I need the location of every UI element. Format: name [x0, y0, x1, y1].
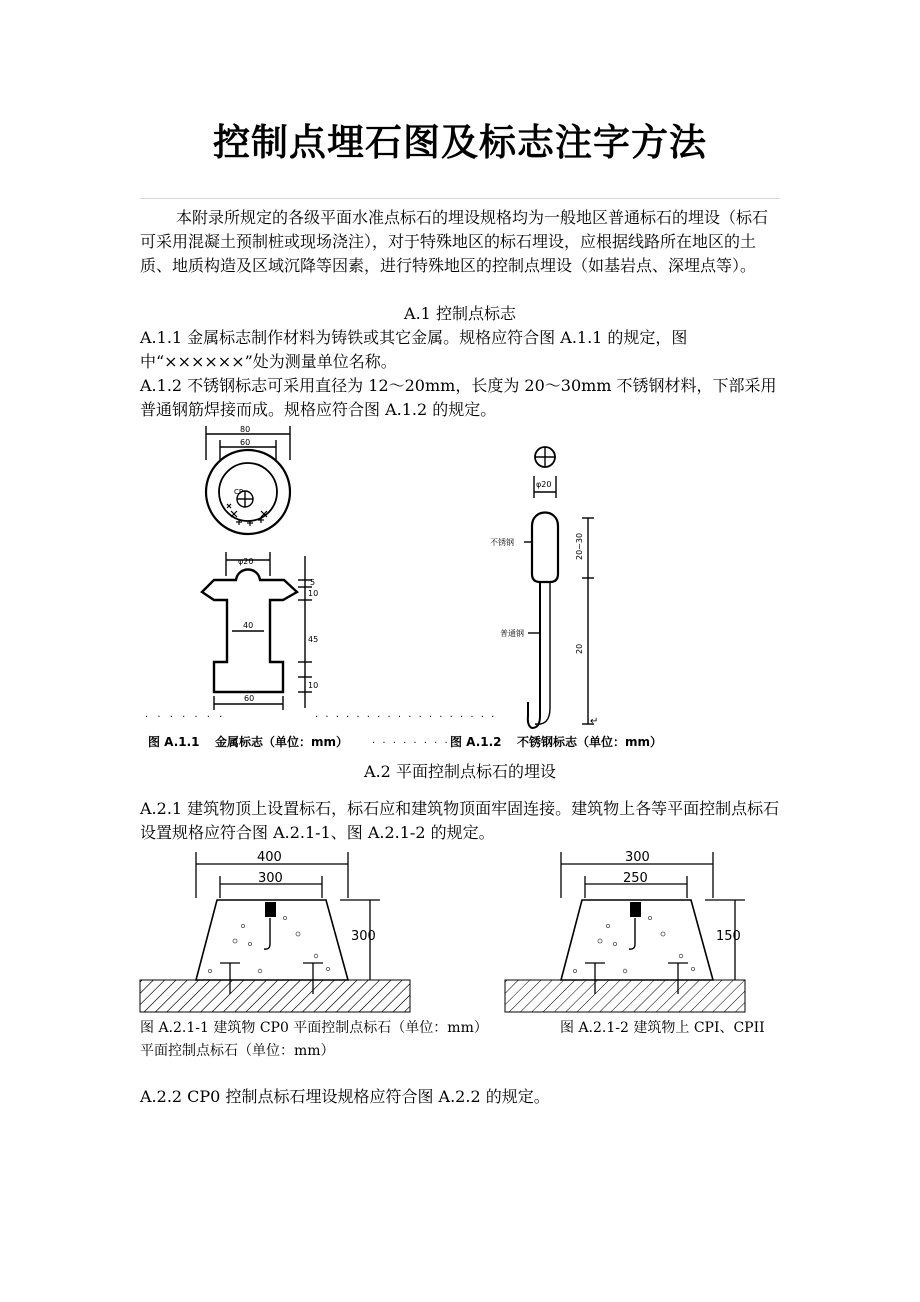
- marker-cp-label: CP: [234, 488, 244, 496]
- dim-steel-phi-20: φ20: [536, 480, 552, 489]
- paragraph-a12: A.1.2 不锈钢标志可采用直径为 12～20mm，长度为 20～30mm 不锈钢材料，下部采用普通钢筋焊接而成。规格应符合图 A.1.2 的规定。: [140, 376, 777, 419]
- caption-fig-a12-text: 不锈钢标志（单位：mm）: [517, 735, 663, 749]
- dim-400: 400: [257, 850, 282, 865]
- dotted-leader: · · · · · · · ·: [372, 738, 450, 749]
- dotted-leader: · · · · · · ·: [145, 712, 226, 723]
- caption-fig-a11-number: 图 A.1.1: [148, 735, 200, 749]
- dim-300-outer: 300: [625, 850, 650, 865]
- label-stainless-steel: 不锈钢: [490, 538, 514, 547]
- dotted-leader: · · · · · · · · · · · · · · · · · ·: [315, 712, 497, 723]
- dim-150-height: 150: [716, 929, 741, 944]
- paragraph-a21: A.2.1 建筑物顶上设置标石，标石应和建筑物顶面牢固连接。建筑物上各等平面控制点标石设置规格应符合图 A.2.1-1、图 A.2.1-2 的规定。: [140, 799, 780, 842]
- return-mark: ↵: [590, 716, 599, 727]
- paragraph-a22: A.2.2 CP0 控制点标石埋设规格应符合图 A.2.2 的规定。: [140, 1087, 550, 1106]
- marker-head: [265, 902, 276, 917]
- dim-stem-width: 40: [243, 621, 254, 630]
- dim-250: 250: [623, 871, 648, 886]
- label-plain-rebar: 普通钢: [500, 629, 524, 638]
- paragraph-a11: A.1.1 金属标志制作材料为铸铁或其它金属。规格应符合图 A.1.1 的规定，图中“××××××”处为测量单位名称。: [140, 328, 688, 371]
- dim-300-width: 300: [258, 871, 283, 886]
- dim-base-width: 60: [244, 694, 255, 703]
- dim-10-top: 10: [308, 589, 319, 598]
- figure-a12-steel-marker: [440, 432, 740, 755]
- ground-hatch: [505, 980, 745, 1012]
- caption-fig-a211: 图 A.2.1-1 建筑物 CP0 平面控制点标石（单位：mm）: [140, 1020, 488, 1036]
- page-title: 控制点埋石图及标志注字方法: [213, 120, 707, 164]
- dim-steel-20: 20: [575, 643, 584, 654]
- dim-inner-diameter: 60: [240, 438, 251, 447]
- caption-fig-a12-number: 图 A.1.2: [450, 735, 502, 749]
- intro-paragraph: 本附录所规定的各级平面水准点标石的埋设规格均为一般地区普通标石的埋设（标石可采用混凝土预制桩或现场浇注），对于特殊地区的标石埋设，应根据线路所在地区的土质、地质构造及区域沉降等因素，进行特殊地区的控制点埋设（如基岩点、深埋点等）。: [140, 208, 769, 275]
- caption-fig-a212-line2: 平面控制点标石（单位：mm）: [140, 1043, 335, 1059]
- section-heading-a2: A.2 平面控制点标石的埋设: [364, 762, 556, 781]
- figure-a211-cp0-monument: [140, 846, 415, 1016]
- dim-300-height: 300: [351, 929, 376, 944]
- dim-outer-diameter: 80: [240, 425, 251, 434]
- marker-head: [630, 902, 641, 917]
- section-heading-a1: A.1 控制点标志: [404, 304, 516, 323]
- ground-hatch: [140, 980, 410, 1012]
- dim-5: 5: [310, 578, 316, 587]
- title-divider: [140, 198, 780, 199]
- dim-10-bottom: 10: [308, 681, 319, 690]
- dim-45: 45: [308, 635, 319, 644]
- caption-fig-a11-text: 金属标志（单位：mm）: [215, 735, 349, 749]
- dim-20-30: 20~30: [575, 532, 584, 560]
- figure-a212-cpi-monument: [505, 846, 780, 1016]
- caption-fig-a212-line1: 图 A.2.1-2 建筑物上 CPI、CPII: [560, 1020, 765, 1036]
- dim-phi-20: φ20: [238, 557, 254, 566]
